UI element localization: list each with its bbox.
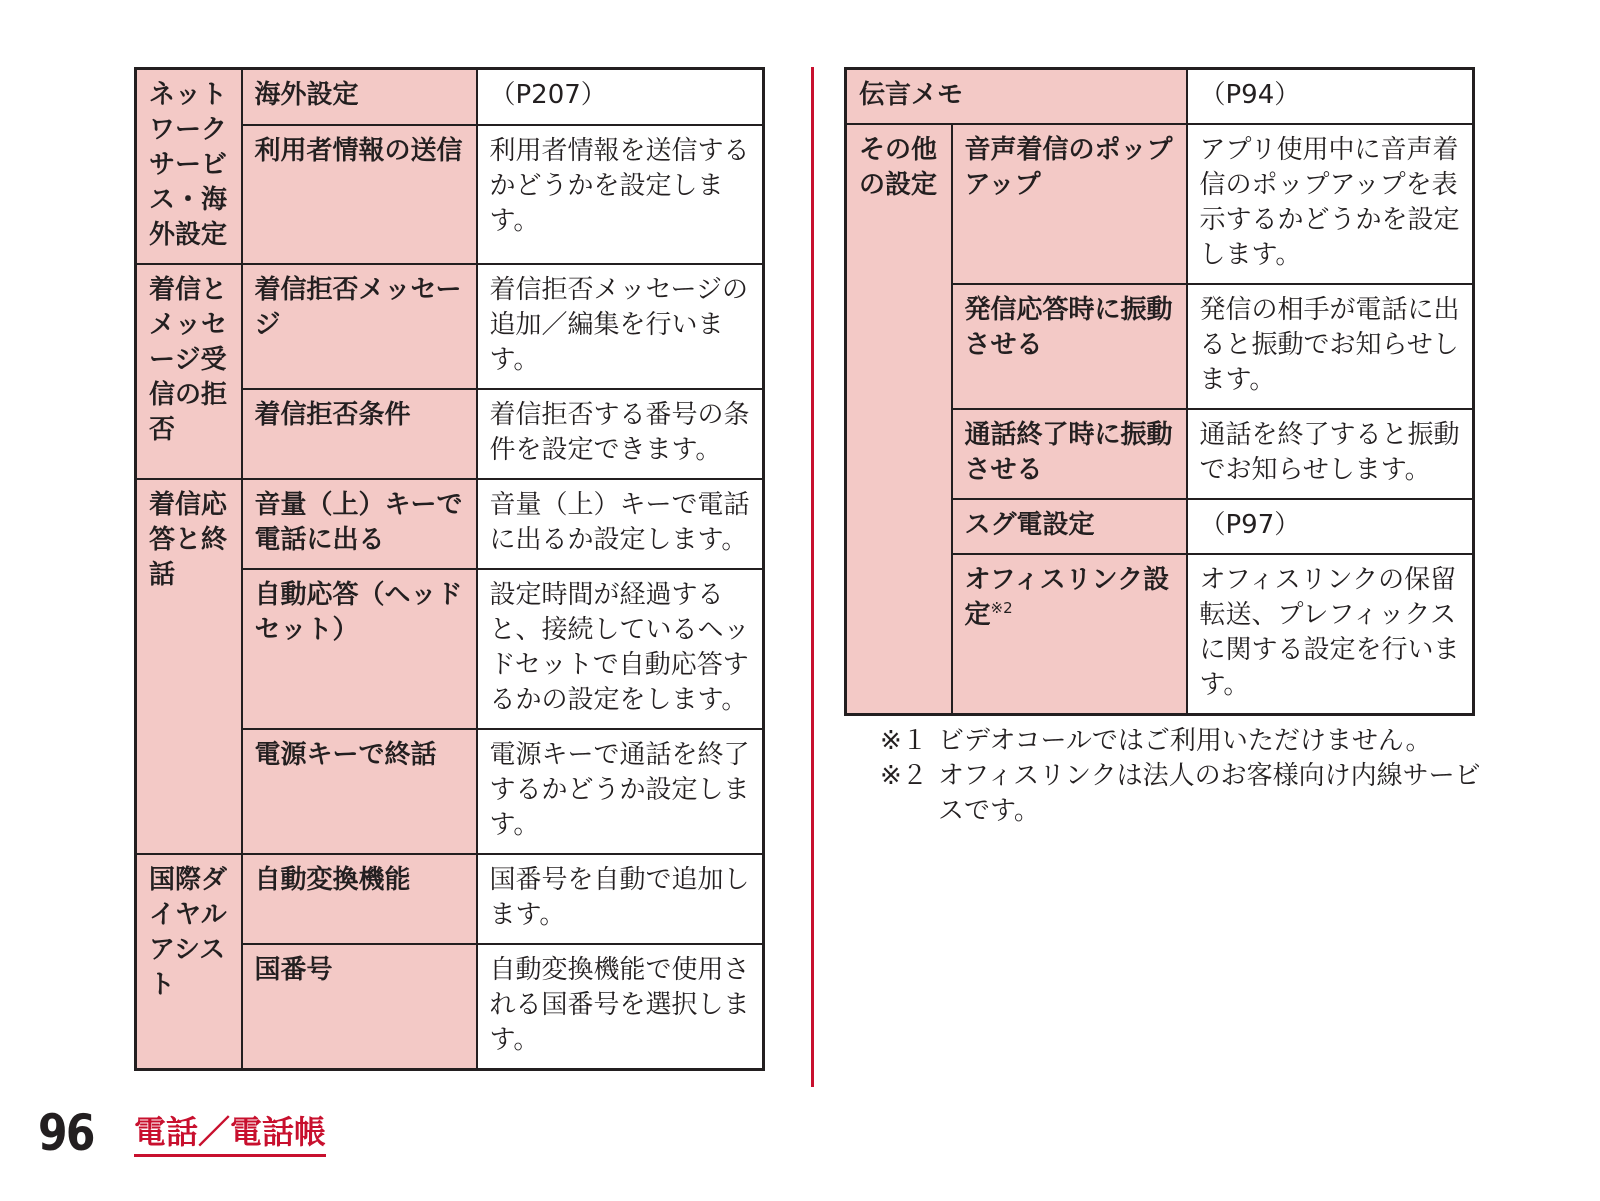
item-cell: 海外設定	[242, 69, 477, 125]
footnote-mark: ※２	[880, 761, 928, 791]
item-label: オフィスリンク設定	[964, 565, 1170, 630]
description-cell: アプリ使用中に音声着信のポップアップを表示するかどうかを設定します。	[1187, 124, 1474, 284]
description-cell: オフィスリンクの保留転送、プレフィックスに関する設定を行います。	[1187, 554, 1474, 715]
item-cell: 国番号	[242, 944, 477, 1070]
right-settings-table	[844, 67, 1475, 716]
item-cell	[952, 554, 1187, 715]
footnote-text: ビデオコールではご利用いただけません。	[938, 726, 1432, 756]
description-cell: 音量（上）キーで電話に出るか設定します。	[477, 479, 764, 569]
description-cell: 国番号を自動で追加します。	[477, 854, 764, 944]
footnotes	[880, 724, 1500, 829]
category-cell: その他の設定	[846, 124, 952, 715]
item-cell: 着信拒否メッセージ	[242, 264, 477, 389]
item-cell: 自動変換機能	[242, 854, 477, 944]
item-cell: 伝言メモ	[846, 69, 1187, 125]
table-row	[846, 124, 1474, 284]
category-cell: 着信応答と終話	[136, 479, 242, 854]
page-number: 96	[38, 1104, 94, 1162]
item-cell: 自動応答（ヘッドセット）	[242, 569, 477, 729]
category-cell: 着信とメッセージ受信の拒否	[136, 264, 242, 479]
description-cell: 発信の相手が電話に出ると振動でお知らせします。	[1187, 284, 1474, 409]
description-cell: 通話を終了すると振動でお知らせします。	[1187, 409, 1474, 499]
description-cell: 着信拒否する番号の条件を設定できます。	[477, 389, 764, 479]
item-cell: 利用者情報の送信	[242, 125, 477, 264]
description-cell: （P207）	[477, 69, 764, 125]
item-cell: 通話終了時に振動させる	[952, 409, 1187, 499]
description-cell: 着信拒否メッセージの追加／編集を行います。	[477, 264, 764, 389]
left-settings-table	[134, 67, 765, 1071]
footnote	[880, 724, 1500, 759]
description-cell: （P94）	[1187, 69, 1474, 125]
footnote-marker: ※2	[990, 599, 1013, 617]
category-cell: 国際ダイヤルアシスト	[136, 854, 242, 1070]
item-cell: 音量（上）キーで電話に出る	[242, 479, 477, 569]
description-cell: 自動変換機能で使用される国番号を選択します。	[477, 944, 764, 1070]
description-cell: （P97）	[1187, 499, 1474, 554]
description-cell: 利用者情報を送信するかどうかを設定します。	[477, 125, 764, 264]
column-divider	[811, 67, 814, 1087]
table-row	[846, 69, 1474, 125]
footnote-text: オフィスリンクは法人のお客様向け内線サービスです。	[938, 761, 1481, 826]
item-cell: 着信拒否条件	[242, 389, 477, 479]
section-title: 電話／電話帳	[134, 1112, 326, 1157]
footnote-mark: ※１	[880, 726, 928, 756]
description-cell: 設定時間が経過すると、接続しているヘッドセットで自動応答するかの設定をします。	[477, 569, 764, 729]
footnote	[880, 759, 1500, 829]
table-row	[136, 479, 764, 569]
item-cell: 電源キーで終話	[242, 729, 477, 854]
item-cell: 音声着信のポップアップ	[952, 124, 1187, 284]
table-row	[136, 69, 764, 125]
description-cell: 電源キーで通話を終了するかどうか設定します。	[477, 729, 764, 854]
item-cell: 発信応答時に振動させる	[952, 284, 1187, 409]
item-cell: スグ電設定	[952, 499, 1187, 554]
category-cell: ネットワークサービス・海外設定	[136, 69, 242, 265]
table-row	[136, 264, 764, 389]
table-row	[136, 854, 764, 944]
